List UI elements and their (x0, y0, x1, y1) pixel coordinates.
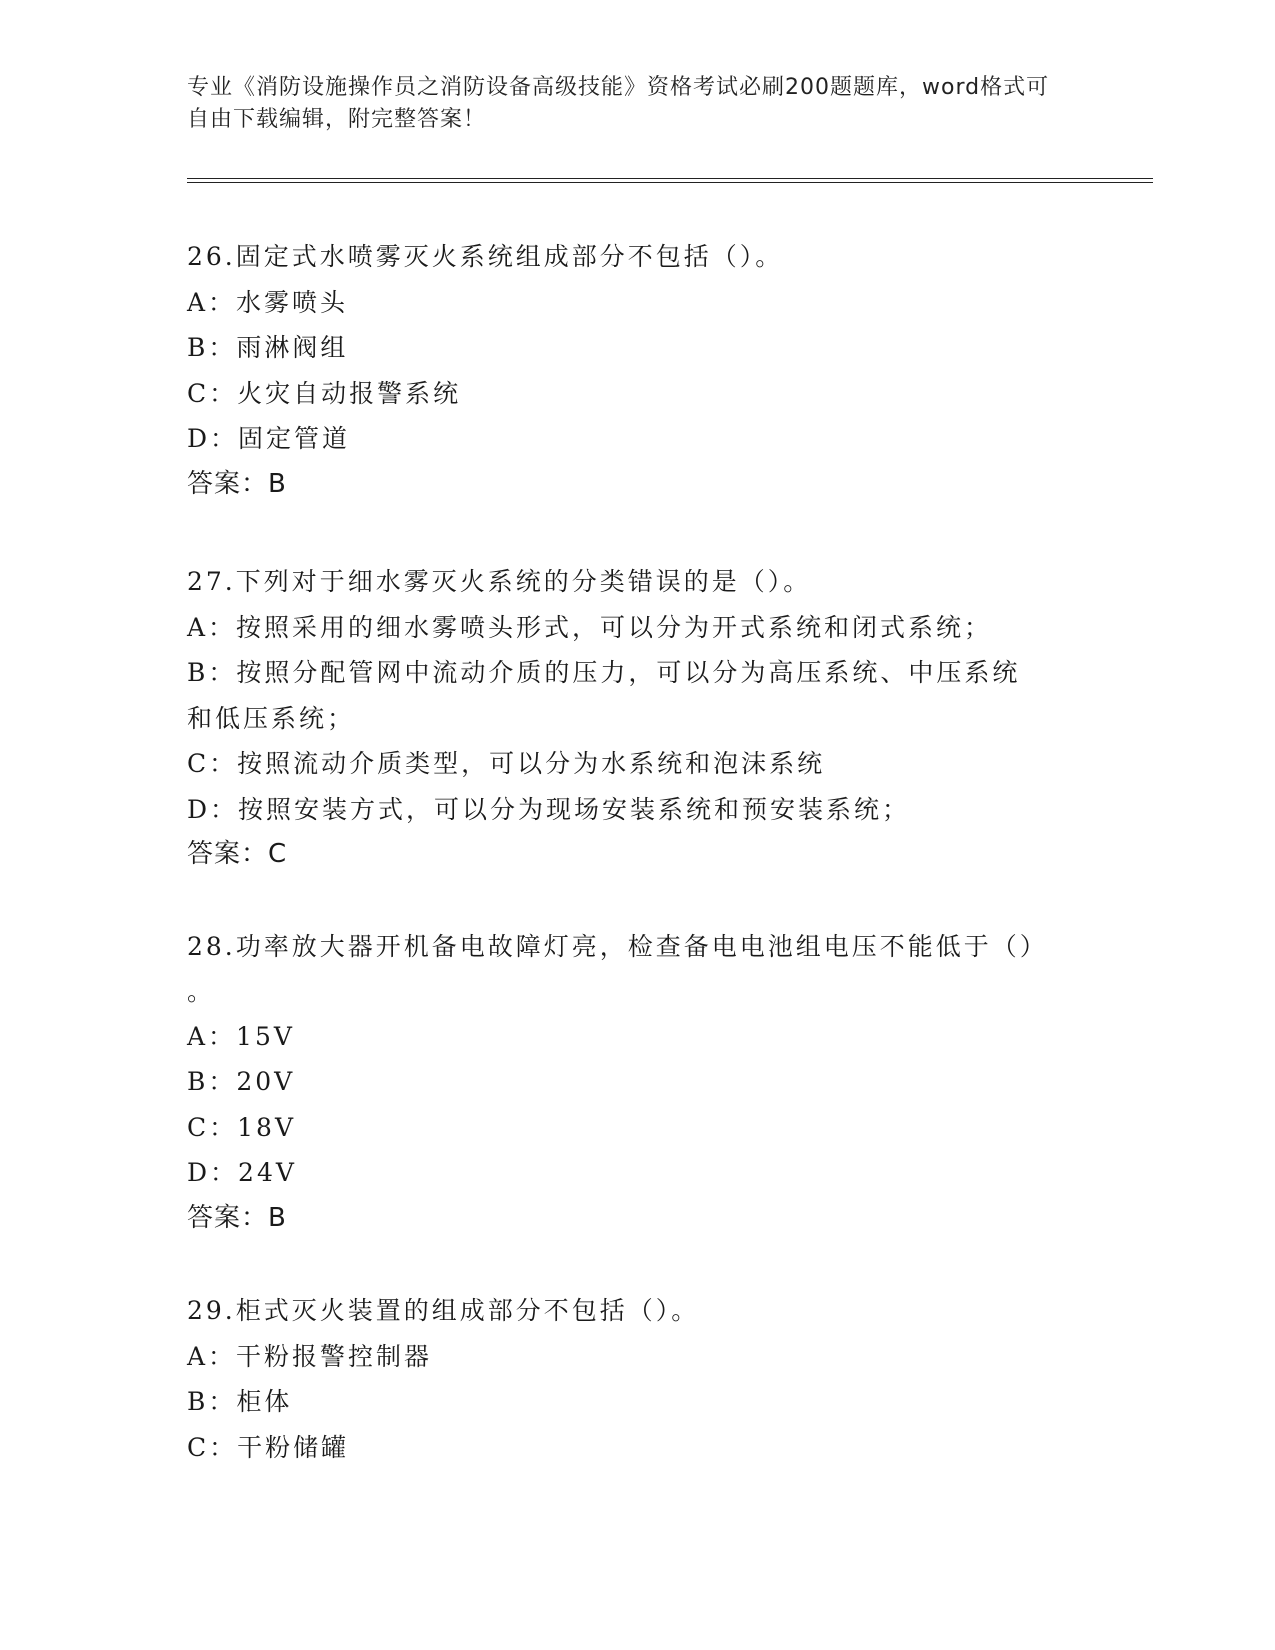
question-stem: 27.下列对于细水雾灭火系统的分类错误的是（）。 (187, 567, 812, 596)
option-b: B：柜体 (187, 1387, 293, 1416)
option-b: B：20V (187, 1067, 296, 1096)
option-a: A：15V (187, 1021, 295, 1051)
question-26 (187, 234, 1087, 507)
option-c: C：按照流动介质类型，可以分为水系统和泡沫系统 (187, 749, 826, 778)
option-d: D：按照安装方式，可以分为现场安装系统和预安装系统； (187, 794, 911, 824)
question-stem: 29.柜式灭火装置的组成部分不包括（）。 (187, 1296, 700, 1325)
option-a: A：按照采用的细水雾喷头形式，可以分为开式系统和闭式系统； (187, 612, 993, 642)
document-header: 专业《消防设施操作员之消防设备高级技能》资格考试必刷200题题库，word格式可自由下载编辑，附完整答案！ (187, 75, 1050, 132)
question-stem: 28.功率放大器开机备电故障灯亮，检查备电电池组电压不能低于（） (187, 932, 1048, 961)
option-c: C：干粉储罐 (187, 1432, 350, 1462)
option-c: C：18V (187, 1112, 296, 1142)
option-d: D：固定管道 (187, 424, 351, 453)
option-b: B：按照分配管网中流动介质的压力，可以分为高压系统、中压系统和低压系统； (187, 658, 1021, 733)
question-29 (187, 1288, 1087, 1470)
option-c: C：火灾自动报警系统 (187, 378, 462, 408)
question-28 (187, 924, 1087, 1241)
question-27 (187, 559, 1087, 878)
option-a: A：水雾喷头 (187, 287, 349, 317)
option-a: A：干粉报警控制器 (187, 1341, 433, 1371)
question-stem: 26.固定式水喷雾灭火系统组成部分不包括（）。 (187, 242, 784, 271)
header-divider-bottom (187, 182, 1153, 183)
question-stem-tail: 。 (187, 976, 216, 1006)
option-b: B：雨淋阀组 (187, 333, 349, 362)
header-divider-top (187, 178, 1153, 179)
answer: 答案：B (187, 1202, 287, 1233)
answer: 答案：C (187, 839, 288, 869)
option-d: D：24V (187, 1158, 297, 1187)
answer: 答案：B (187, 468, 287, 499)
